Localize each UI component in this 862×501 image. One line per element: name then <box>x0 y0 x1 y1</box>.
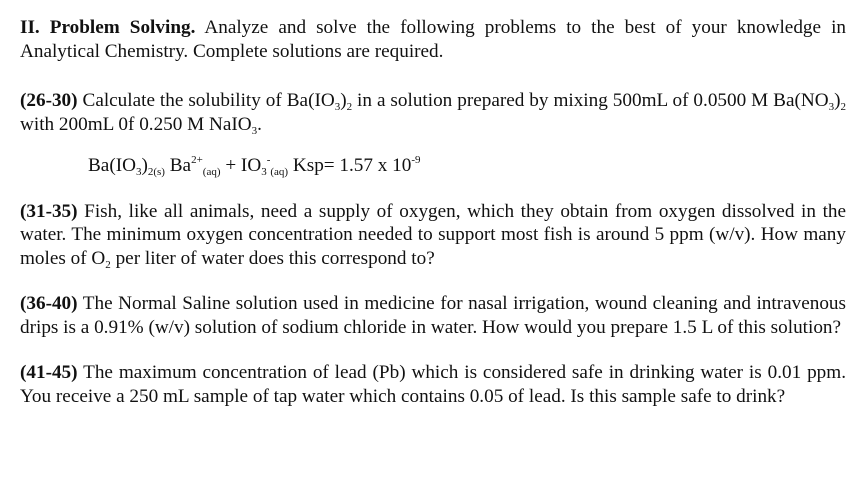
subscript: (aq) <box>270 166 289 178</box>
superscript: -9 <box>411 154 421 166</box>
problem-text: ) <box>834 90 841 111</box>
problem-text: Calculate the solubility of Ba(IO <box>82 90 335 111</box>
superscript: 2+ <box>191 154 203 166</box>
section-instructions: Analyze and solve the following problems to the best of your knowledge in Analytical Chemistry. Complete solutions are required. <box>20 17 846 62</box>
equation-text: + IO <box>220 155 262 176</box>
subscript: 2 <box>840 101 846 113</box>
problem-text: in a solution prepared by mixing 500mL of 0.0500 M Ba(NO <box>352 90 829 111</box>
subscript: 3 <box>334 101 341 113</box>
equation-text: Ba <box>164 155 192 176</box>
problem-text: . <box>257 113 262 135</box>
equation-text: ) <box>141 155 148 176</box>
equation-text: Ksp= 1.57 x 10 <box>288 155 412 176</box>
subscript: 3 <box>828 101 835 113</box>
equation-text: Ba(IO <box>88 155 136 176</box>
subscript: 2(s) <box>147 166 165 178</box>
problem-number: (41-45) <box>20 362 78 383</box>
problem-41-45 <box>20 361 846 408</box>
problem-text: per liter of water does this correspond to? <box>110 247 435 269</box>
problem-31-35 <box>20 200 846 271</box>
problem-number: (36-40) <box>20 293 78 314</box>
problem-text: The Normal Saline solution used in medicine for nasal irrigation, wound cleaning and intravenous drips is a 0.91% (w/v) solution of sodium chloride in water. How would you prepare 1.5 L of this solution? <box>20 293 846 338</box>
problem-number: (26-30) <box>20 90 78 111</box>
worksheet-page <box>20 16 846 408</box>
problem-26-30 <box>20 89 846 136</box>
problem-text: with 200mL 0f 0.250 M NaIO <box>20 113 252 135</box>
subscript: 2 <box>346 101 353 113</box>
section-heading: II. Problem Solving. <box>20 17 196 38</box>
subscript: 3 <box>135 166 142 178</box>
problem-36-40 <box>20 292 846 339</box>
problem-number: (31-35) <box>20 200 78 222</box>
section-intro <box>20 16 846 63</box>
subscript: 2 <box>105 258 111 271</box>
subscript: (aq) <box>202 166 221 178</box>
solubility-equilibrium-equation <box>88 154 846 178</box>
problem-text: The maximum concentration of lead (Pb) which is considered safe in drinking water is 0.01 ppm. You receive a 250 mL sample of tap water which contains 0.05 of lead. Is this sample safe to drink? <box>20 362 846 407</box>
superscript: - <box>266 154 271 166</box>
subscript: 3 <box>251 124 258 137</box>
problem-text: ) <box>340 90 347 111</box>
problem-text: Fish, like all animals, need a supply of oxygen, which they obtain from oxygen dissolved in the water. The minimum oxygen concentration needed to support most fish is around 5 ppm (w/v). How many moles of O <box>20 200 847 269</box>
subscript: 3 <box>261 166 267 178</box>
